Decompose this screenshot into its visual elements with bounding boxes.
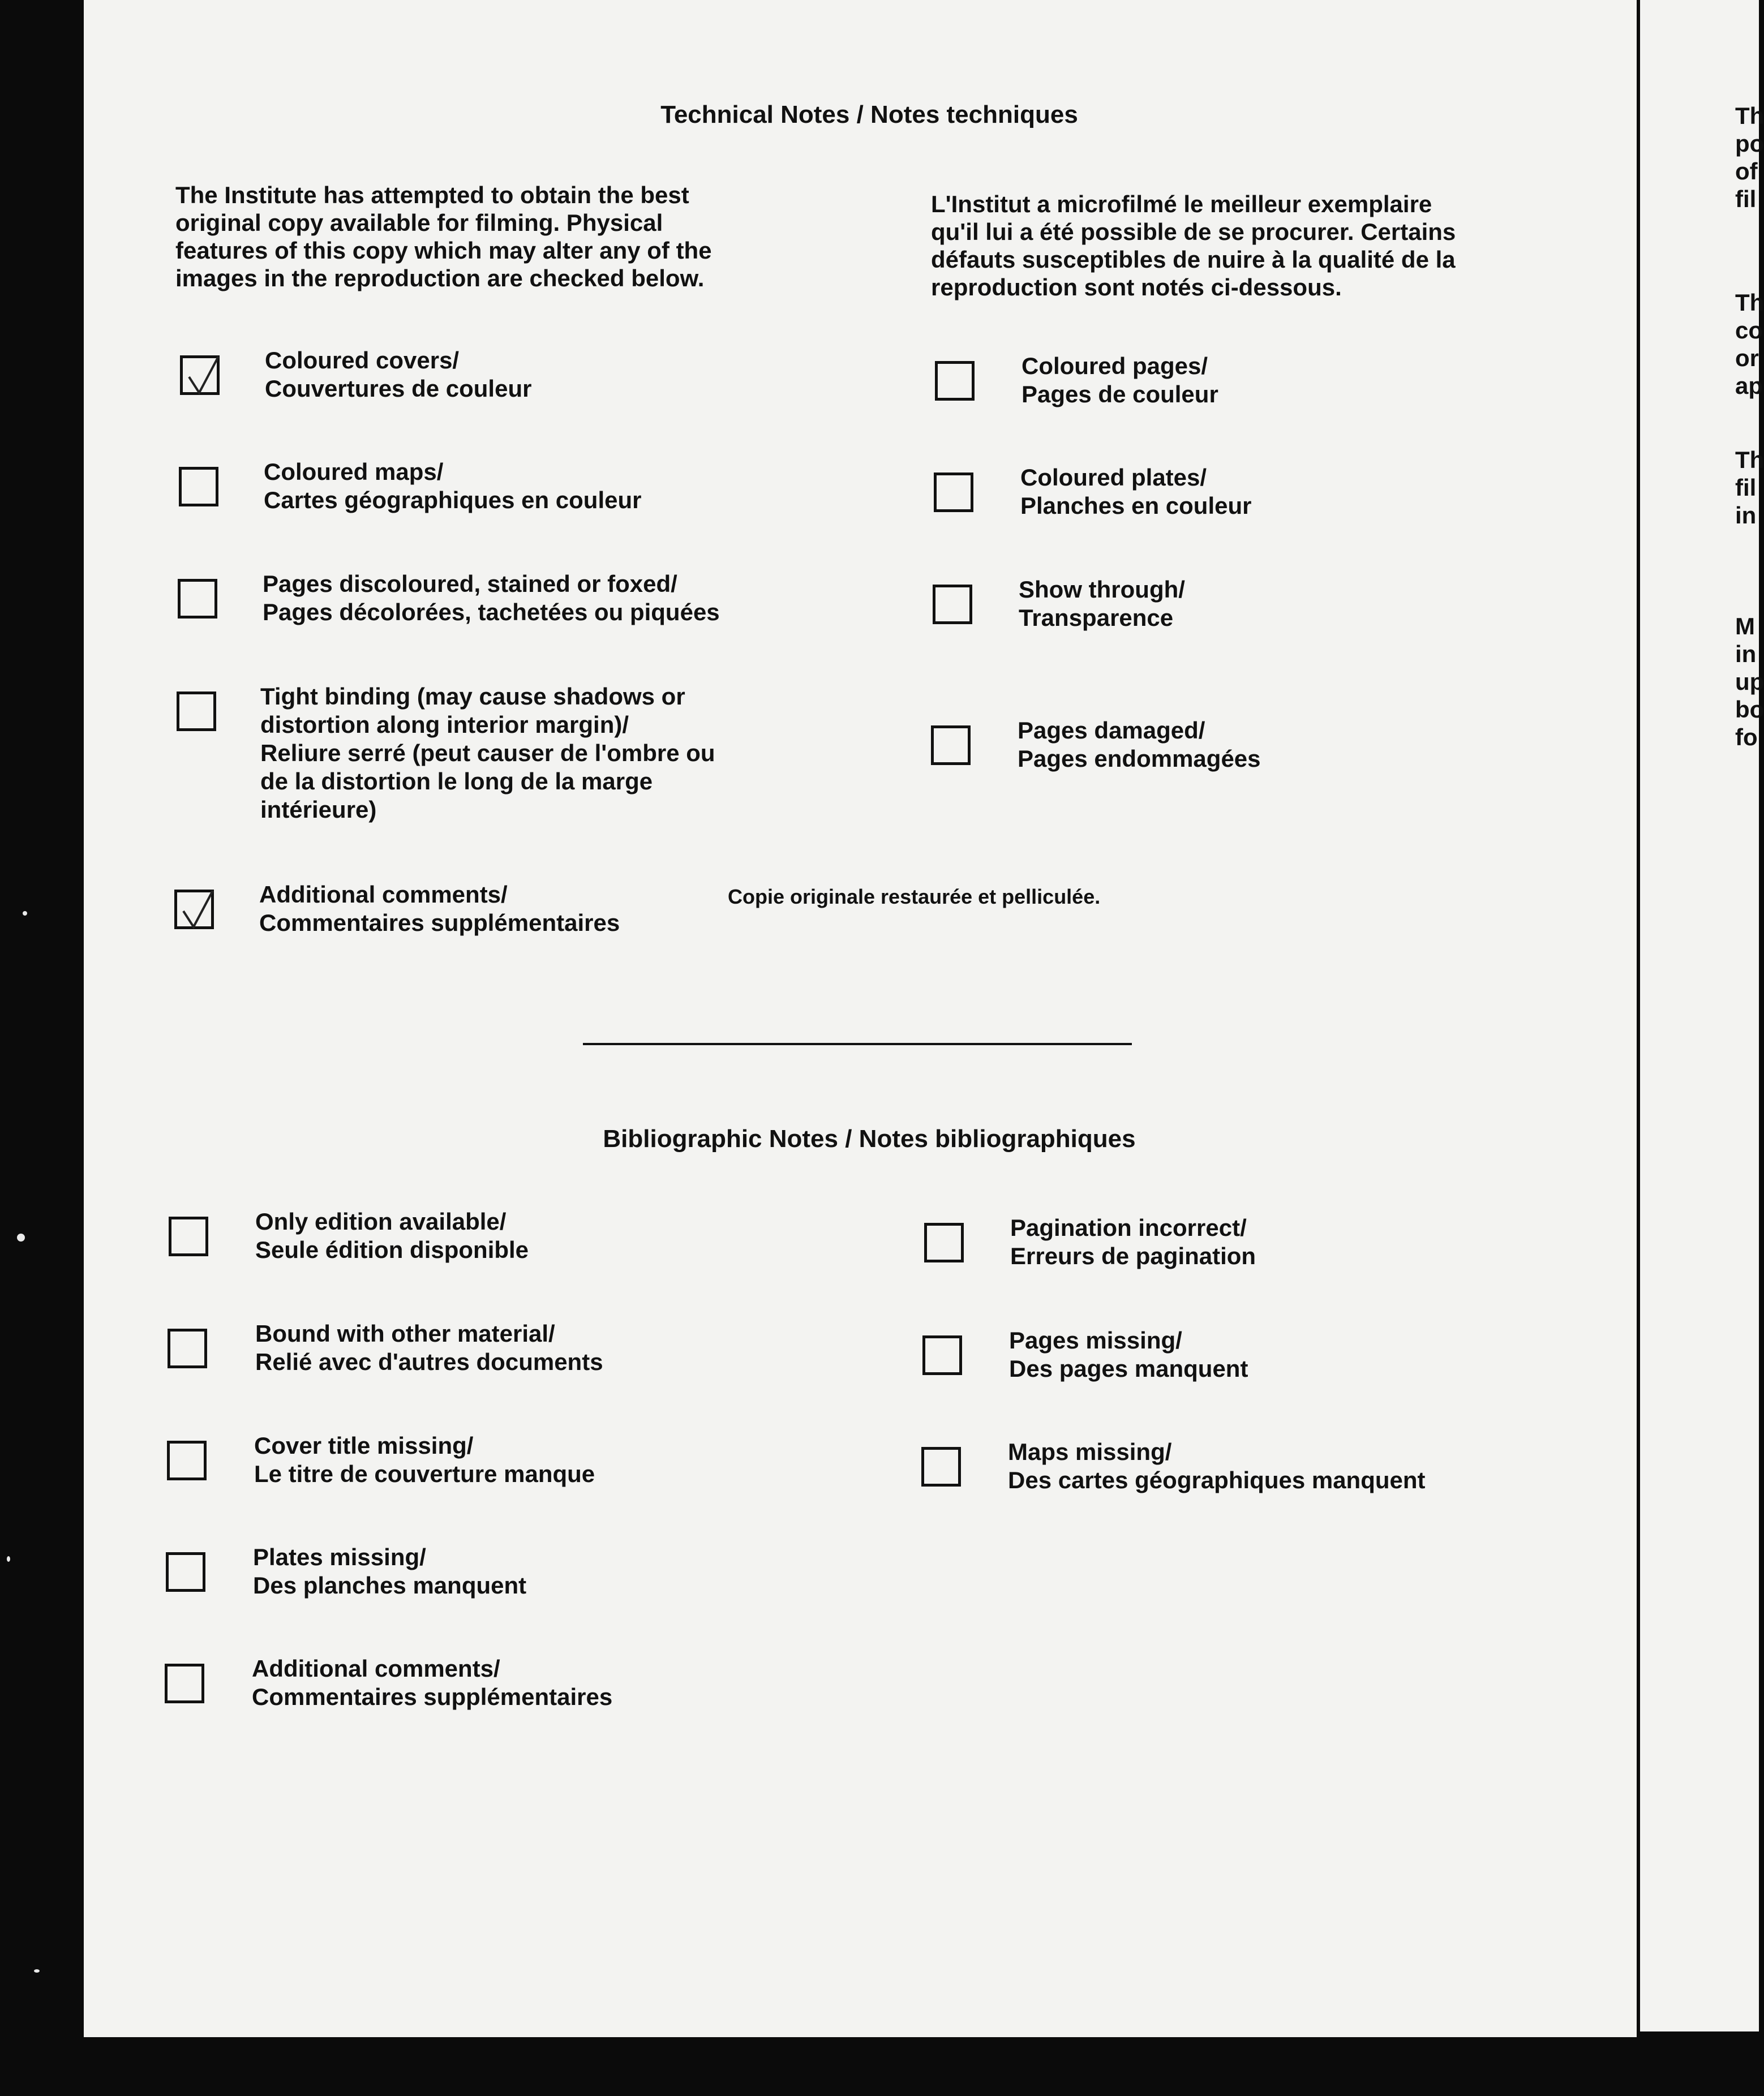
item-label: Coloured pages/ Pages de couleur (1022, 353, 1218, 407)
checkbox[interactable] (933, 585, 972, 624)
checkmark-icon (178, 887, 217, 931)
notes-page (84, 0, 1637, 2037)
intro-english: The Institute has attempted to obtain the best original copy available for filming. Physical features of this copy which may alter any of the images in the reproduction are checked below. (175, 182, 712, 291)
checkbox[interactable] (166, 1552, 205, 1592)
bibliographic-notes-title: Bibliographic Notes / Notes bibliographiques (603, 1125, 1136, 1153)
item-label: Pages discoloured, stained or foxed/ Pages décolorées, tachetées ou piquées (263, 570, 720, 625)
additional-comment-text: Copie originale restaurée et pelliculée. (728, 885, 1101, 908)
next-page-fragment-4: M in up bo fo (1735, 613, 1764, 750)
item-label: Tight binding (may cause shadows or distortion along interior margin)/ Reliure serré (peut causer de l'ombre ou de la distortion le long de la marge intérieure) (260, 683, 715, 823)
item-label: Show through/ Transparence (1019, 576, 1185, 631)
checkbox[interactable] (922, 1335, 962, 1375)
checkbox[interactable] (178, 579, 217, 619)
item-label: Pagination incorrect/ Erreurs de pagination (1010, 1214, 1256, 1269)
item-label: Plates missing/ Des planches manquent (253, 1544, 527, 1599)
next-page-fragment-2: Th co or ap (1735, 289, 1764, 399)
item-label: Additional comments/ Commentaires supplémentaires (259, 881, 620, 936)
checkbox[interactable] (934, 473, 973, 512)
technical-notes-title: Technical Notes / Notes techniques (660, 101, 1078, 128)
item-label: Cover title missing/ Le titre de couverture manque (254, 1432, 595, 1487)
scan-speck (23, 911, 27, 916)
section-divider (583, 1043, 1132, 1045)
checkbox[interactable] (167, 1441, 207, 1480)
item-label: Coloured covers/ Couvertures de couleur (265, 347, 532, 402)
checkbox[interactable] (179, 467, 218, 506)
checkbox[interactable] (924, 1223, 964, 1262)
scan-speck (17, 1234, 25, 1242)
item-label: Bound with other material/ Relié avec d'autres documents (255, 1320, 603, 1375)
item-label: Pages missing/ Des pages manquent (1009, 1327, 1248, 1382)
checkbox[interactable] (177, 691, 216, 731)
item-label: Maps missing/ Des cartes géographiques manquent (1008, 1438, 1426, 1493)
item-label: Additional comments/ Commentaires supplémentaires (252, 1655, 613, 1710)
checkbox[interactable] (168, 1329, 207, 1368)
scan-speck (7, 1556, 10, 1562)
checkbox[interactable] (935, 361, 975, 401)
item-label: Only edition available/ Seule édition disponible (255, 1208, 529, 1263)
checkbox[interactable] (169, 1217, 208, 1256)
item-label: Coloured maps/ Cartes géographiques en couleur (264, 458, 642, 513)
checkbox[interactable] (931, 725, 971, 765)
checkbox[interactable] (921, 1447, 961, 1487)
scan-speck (34, 1969, 40, 1973)
intro-french: L'Institut a microfilmé le meilleur exemplaire qu'il lui a été possible de se procurer. Certains défauts susceptibles de nuire à la qualité de la reproduction sont notés ci-dessous. (931, 191, 1456, 300)
next-page-fragment-3: Th fil in (1735, 446, 1764, 529)
next-page-fragment-1: Th po of fil (1735, 102, 1764, 212)
checkmark-icon (183, 353, 223, 397)
item-label: Coloured plates/ Planches en couleur (1020, 464, 1252, 519)
checkbox[interactable] (165, 1664, 204, 1703)
item-label: Pages damaged/ Pages endommagées (1018, 717, 1261, 772)
